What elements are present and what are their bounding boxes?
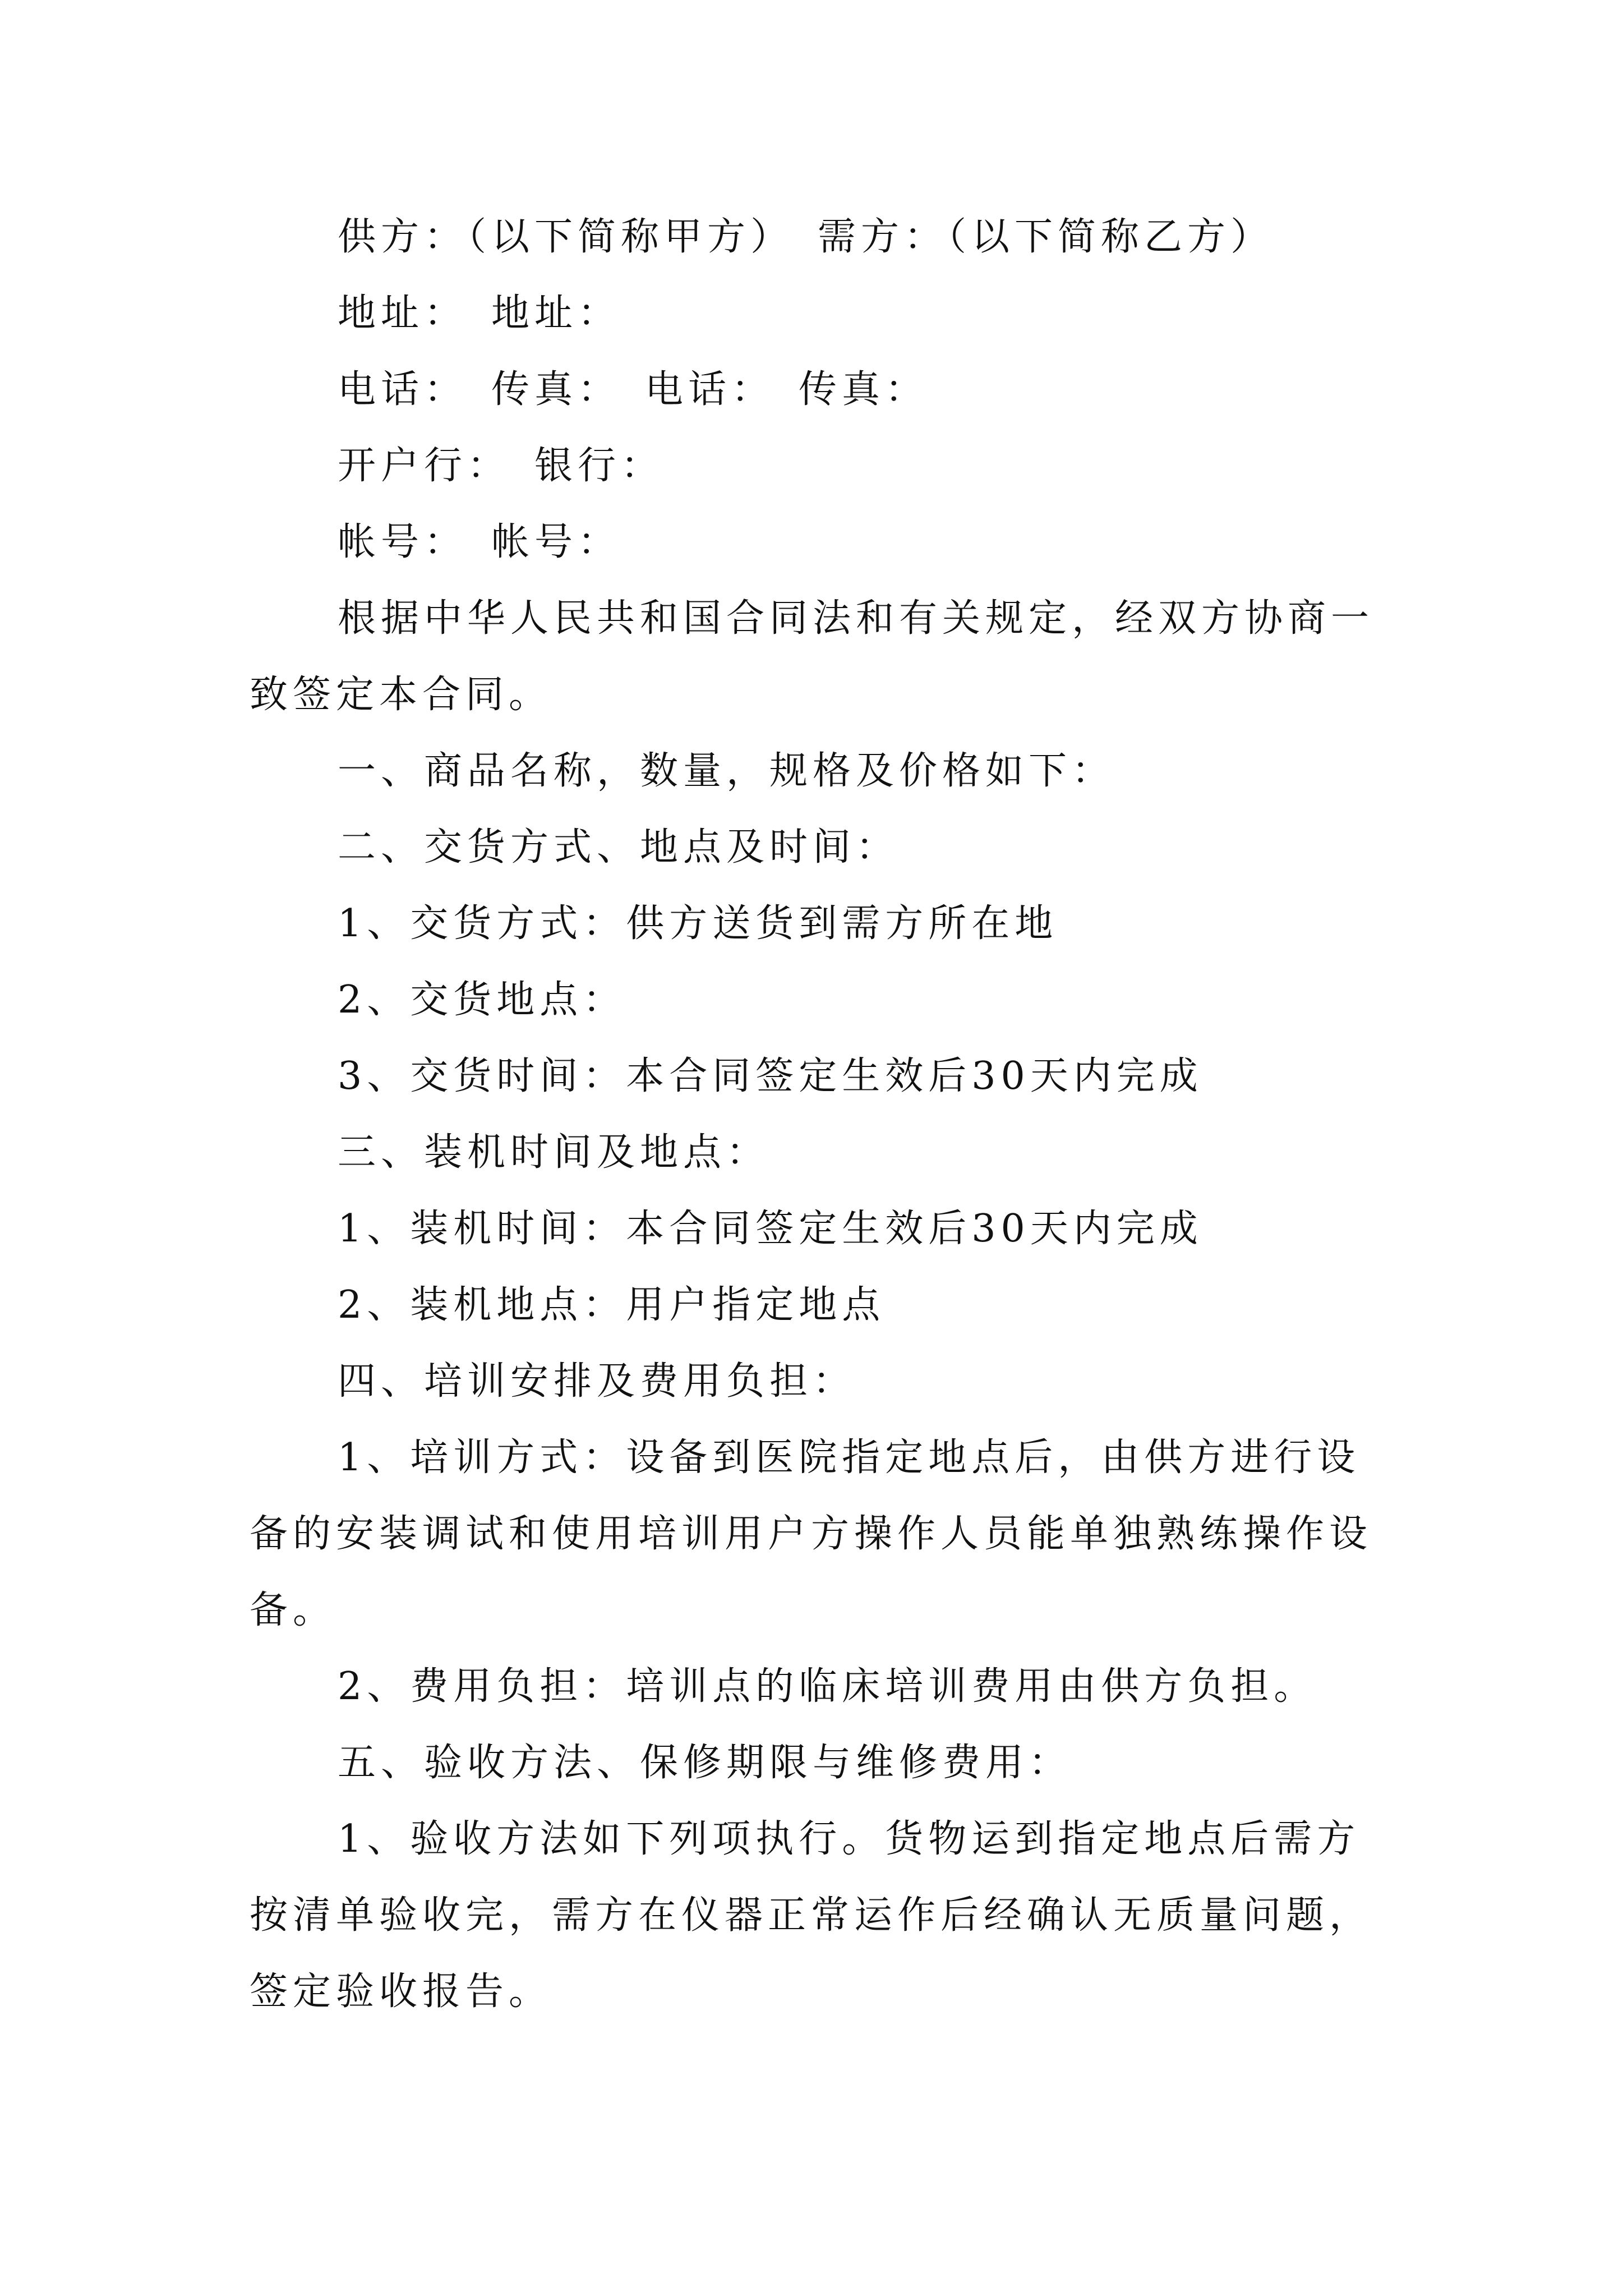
- phone-fax-line: 电话： 传真： 电话： 传真：: [338, 367, 929, 412]
- clause-5-1: 1、验收方法如下列项执行。货物运到指定地点后需方按清单验收完，需方在仪器正常运作后经确认无质量问题，签定验收报告。: [250, 1817, 1373, 2014]
- preamble-paragraph: 根据中华人民共和国合同法和有关规定，经双方协商一致签定本合同。: [250, 596, 1375, 717]
- section-heading-4: 四、培训安排及费用负担：: [338, 1359, 856, 1404]
- section-heading-2: 二、交货方式、地点及时间：: [338, 825, 900, 869]
- clause-4-1: 1、培训方式：设备到医院指定地点后，由供方进行设备的安装调试和使用培训用户方操作人员能单独熟练操作设备。: [250, 1435, 1373, 1632]
- clause-2-2: 2、交货地点：: [338, 978, 626, 1022]
- clause-4-2: 2、费用负担：培训点的临床培训费用由供方负担。: [338, 1664, 1317, 1709]
- section-heading-1: 一、商品名称，数量，规格及价格如下：: [338, 749, 1115, 793]
- section-heading-5: 五、验收方法、保修期限与维修费用：: [338, 1741, 1072, 1785]
- contract-body: [250, 199, 1377, 2030]
- clause-3-2: 2、装机地点：用户指定地点: [338, 1283, 886, 1327]
- bank-line: 开户行： 银行：: [338, 444, 665, 488]
- section-heading-3: 三、装机时间及地点：: [338, 1130, 770, 1175]
- clause-2-1: 1、交货方式：供方送货到需方所在地: [338, 901, 1058, 946]
- clause-2-3: 3、交货时间：本合同签定生效后30天内完成: [338, 1054, 1203, 1098]
- clause-3-1: 1、装机时间：本合同签定生效后30天内完成: [338, 1207, 1203, 1251]
- address-line: 地址： 地址：: [338, 291, 621, 335]
- party-names-line: 供方：（以下简称甲方） 需方：（以下简称乙方）: [338, 215, 1274, 259]
- account-line: 帐号： 帐号：: [338, 520, 621, 564]
